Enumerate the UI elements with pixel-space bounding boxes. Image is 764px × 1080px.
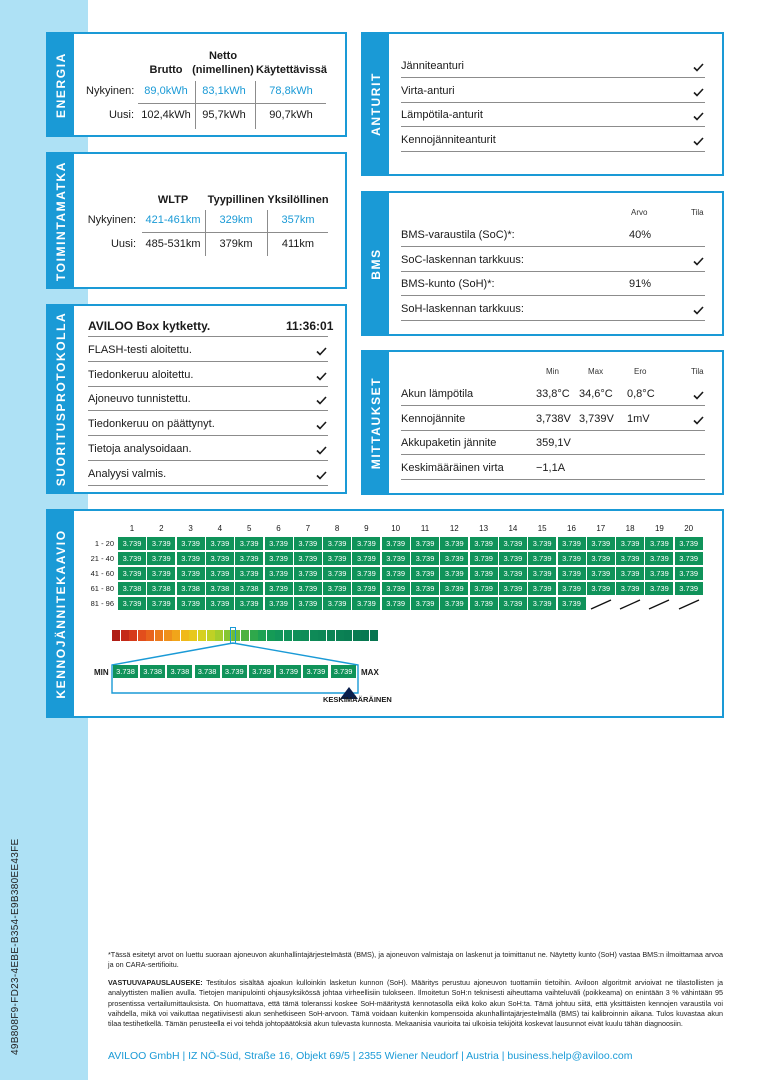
check-icon: [693, 112, 704, 121]
cell-voltage: 3.739: [440, 552, 468, 565]
row-divider: [88, 386, 328, 387]
bms-tab: [363, 193, 389, 334]
suoritusprotokolla-title: SUORITUSPROTOKOLLA: [54, 311, 68, 487]
row-divider: [401, 246, 705, 247]
energia-header-kaytettavissa: Käytettävissä: [256, 64, 327, 76]
mittaukset-col-max: Max: [588, 367, 604, 376]
cell-voltage: 3.739: [147, 552, 175, 565]
row-divider: [401, 102, 705, 103]
check-icon: [316, 396, 327, 405]
bms-panel: [361, 191, 724, 336]
check-icon: [316, 471, 327, 480]
scale-cell: 3.739: [222, 665, 247, 678]
check-icon: [693, 257, 704, 266]
cell-voltage: 3.739: [265, 552, 293, 565]
mittaukset-panel: [361, 350, 724, 495]
bms-col-arvo: Arvo: [631, 208, 648, 217]
cell-voltage: 3.739: [587, 537, 615, 550]
row-label: 81 - 96: [90, 599, 114, 608]
cell-voltage: 3.739: [382, 537, 410, 550]
kaavio-title: KENNOJÄNNITEKAAVIO: [54, 528, 68, 699]
cell-voltage: 3.739: [294, 582, 322, 595]
toimintamatka-header-wltp: WLTP: [157, 194, 189, 206]
energia-tab: [48, 34, 74, 135]
cell-voltage: 3.739: [411, 597, 439, 610]
cell-voltage: 3.739: [206, 537, 234, 550]
scale-max-label: MAX: [361, 668, 379, 677]
toimintamatka-value: 485-531km: [145, 238, 201, 250]
cell-voltage: 3.739: [675, 537, 703, 550]
row-divider: [401, 454, 705, 455]
bms-label: BMS-kunto (SoH)*:: [401, 278, 495, 291]
mittaukset-col-min: Min: [546, 367, 559, 376]
cell-voltage: 3.739: [265, 597, 293, 610]
divider: [142, 232, 328, 233]
toimintamatka-panel: [46, 152, 347, 289]
energia-title: ENERGIA: [54, 51, 68, 118]
cell-voltage: 3.738: [206, 582, 234, 595]
cell-voltage: 3.739: [499, 597, 527, 610]
protocol-item: Ajoneuvo tunnistettu.: [88, 393, 191, 406]
toimintamatka-value: 329km: [219, 214, 253, 226]
cell-voltage: 3.739: [352, 567, 380, 580]
energia-header-brutto: Brutto: [149, 64, 183, 76]
check-icon: [316, 421, 327, 430]
cell-voltage: 3.739: [323, 552, 351, 565]
column-number: 8: [334, 524, 340, 533]
row-divider: [401, 271, 705, 272]
cell-voltage: 3.739: [118, 567, 146, 580]
cell-voltage: 3.739: [265, 567, 293, 580]
check-icon: [316, 347, 327, 356]
cell-voltage: 3.739: [645, 552, 673, 565]
cell-voltage: 3.739: [235, 597, 263, 610]
cell-voltage: 3.739: [147, 537, 175, 550]
cell-voltage: 3.739: [352, 537, 380, 550]
protocol-item: FLASH-testi aloitettu.: [88, 344, 192, 356]
column-number: 18: [625, 524, 635, 533]
energia-row-label-0: Nykyinen:: [86, 85, 135, 97]
cell-voltage: 3.739: [411, 567, 439, 580]
bms-value: 91%: [629, 278, 652, 291]
cell-voltage: 3.739: [323, 597, 351, 610]
row-divider: [88, 410, 328, 411]
cell-voltage: 3.739: [558, 567, 586, 580]
cell-voltage: 3.739: [645, 567, 673, 580]
column-number: 7: [305, 524, 311, 533]
contact-line: AVILOO GmbH | IZ NÖ-Süd, Straße 16, Objekt 69/5 | 2355 Wiener Neudorf | Austria | business.help@aviloo.com: [108, 1050, 633, 1062]
scale-cell: 3.738: [195, 665, 220, 678]
protocol-item: Analyysi valmis.: [88, 467, 167, 480]
kaavio-tab: [48, 511, 74, 716]
cell-voltage: 3.739: [294, 597, 322, 610]
row-label: 41 - 60: [90, 569, 114, 578]
cell-voltage: 3.739: [470, 582, 498, 595]
toimintamatka-title: TOIMINTAMATKA: [54, 160, 68, 281]
check-icon: [693, 416, 704, 425]
anturit-item: Virta-anturi: [401, 84, 455, 97]
cell-voltage: 3.739: [294, 552, 322, 565]
protocol-heading: AVILOO Box kytketty.: [88, 319, 211, 333]
anturit-panel: [361, 32, 724, 176]
cell-voltage: 3.739: [411, 582, 439, 595]
cell-voltage: 3.739: [382, 582, 410, 595]
energia-panel: [46, 32, 347, 137]
bms-label: SoH-laskennan tarkkuus:: [401, 303, 524, 316]
toimintamatka-header-yksilollinen: Yksilöllinen: [267, 194, 329, 206]
toimintamatka-value: 411km: [281, 238, 315, 250]
column-number: 1: [129, 524, 135, 533]
document-id: 49B808F9-FD23-4EBE-B354-E9B380EE43FE: [10, 838, 21, 1055]
column-number: 15: [537, 524, 547, 533]
cell-voltage: 3.738: [147, 582, 175, 595]
row-divider: [401, 151, 705, 152]
row-divider: [401, 77, 705, 78]
cell-voltage: 3.738: [118, 582, 146, 595]
bms-title: BMS: [369, 247, 383, 280]
empty-cell-slash: [677, 598, 701, 610]
check-icon: [693, 306, 704, 315]
footnote: *Tässä esitetyt arvot on luettu suoraan ajoneuvon akunhallintajärjestelmästä (BMS), ja ajoneuvon valmistaja on laskenut ja toimittanut ne. Näytetty kunto (SoH) vastaa BMS:n ilmoittamaa arvoa ja on CARA-sertifioitu.: [108, 950, 723, 970]
column-number: 14: [508, 524, 518, 533]
average-label: KESKIMÄÄRÄINEN: [323, 695, 392, 704]
mittaukset-col-ero: Ero: [634, 367, 647, 376]
suoritusprotokolla-tab: [48, 306, 74, 492]
cell-voltage: 3.739: [352, 597, 380, 610]
cell-voltage: 3.739: [235, 567, 263, 580]
mittaus-min: 3,738V: [536, 412, 571, 425]
column-number: 3: [188, 524, 193, 533]
cell-voltage: 3.739: [118, 552, 146, 565]
column-number: 5: [246, 524, 252, 533]
mittaus-label: Akun lämpötila: [401, 388, 474, 400]
scale-cell: 3.738: [140, 665, 165, 678]
cell-voltage: 3.739: [528, 582, 556, 595]
energia-row-label-1: Uusi:: [108, 109, 134, 121]
energia-value: 89,0kWh: [144, 85, 188, 97]
cell-voltage: 3.739: [294, 537, 322, 550]
cell-voltage: 3.739: [587, 582, 615, 595]
column-number: 19: [654, 524, 664, 533]
scale-cell: 3.739: [249, 665, 274, 678]
cell-voltage: 3.739: [206, 597, 234, 610]
cell-voltage: 3.739: [616, 582, 644, 595]
row-divider: [88, 435, 328, 436]
bms-col-tila: Tila: [691, 208, 704, 217]
row-divider: [401, 479, 705, 480]
cell-voltage: 3.739: [294, 567, 322, 580]
cell-voltage: 3.739: [470, 597, 498, 610]
cell-voltage: 3.739: [206, 567, 234, 580]
gradient-segment: [370, 630, 378, 641]
divider: [255, 81, 256, 129]
cell-voltage: 3.739: [440, 582, 468, 595]
column-number: 9: [364, 524, 369, 533]
row-divider: [401, 295, 705, 296]
empty-cell-slash: [618, 598, 642, 610]
mittaus-label: Kennojännite: [401, 412, 466, 425]
cell-voltage: 3.739: [499, 537, 527, 550]
row-divider: [88, 361, 328, 362]
cell-voltage: 3.739: [382, 597, 410, 610]
cell-voltage: 3.739: [206, 552, 234, 565]
cell-voltage: 3.739: [177, 537, 205, 550]
divider: [138, 103, 326, 104]
cell-voltage: 3.739: [499, 567, 527, 580]
toimintamatka-row-label-1: Uusi:: [110, 238, 136, 250]
cell-voltage: 3.739: [411, 552, 439, 565]
cell-voltage: 3.739: [558, 597, 586, 610]
divider: [267, 210, 268, 256]
mittaukset-col-tila: Tila: [691, 367, 704, 376]
cell-voltage: 3.739: [352, 582, 380, 595]
column-number: 2: [159, 524, 164, 533]
column-number: 6: [276, 524, 281, 533]
cell-voltage: 3.739: [675, 567, 703, 580]
mittaus-min: −1,1A: [536, 462, 566, 475]
protocol-item: Tietoja analysoidaan.: [88, 442, 192, 455]
row-divider: [401, 430, 705, 431]
cell-voltage: 3.739: [587, 567, 615, 580]
cell-voltage: 3.739: [558, 537, 586, 550]
mittaus-label: Keskimääräinen virta: [401, 462, 504, 475]
row-divider: [401, 405, 705, 406]
cell-voltage: 3.739: [177, 597, 205, 610]
cell-voltage: 3.739: [528, 597, 556, 610]
mittaukset-tab: [363, 352, 389, 493]
empty-cell-slash: [647, 598, 671, 610]
cell-voltage: 3.739: [382, 552, 410, 565]
check-icon: [316, 446, 327, 455]
column-number: 13: [479, 524, 489, 533]
mittaus-min: 33,8°C: [536, 388, 570, 400]
toimintamatka-value: 421-461km: [145, 214, 201, 226]
cell-voltage: 3.739: [177, 567, 205, 580]
cell-voltage: 3.739: [645, 582, 673, 595]
energia-value: 95,7kWh: [202, 109, 246, 121]
cell-voltage: 3.739: [587, 552, 615, 565]
column-number: 4: [217, 524, 223, 533]
energia-value: 102,4kWh: [141, 109, 191, 121]
disclaimer-title: VASTUUVAPAUSLAUSEKE:: [108, 978, 203, 987]
mittaus-max: 34,6°C: [579, 388, 613, 400]
row-divider: [401, 126, 705, 127]
cell-voltage: 3.739: [499, 552, 527, 565]
cell-voltage: 3.739: [528, 537, 556, 550]
row-label: 61 - 80: [90, 584, 114, 593]
cell-voltage: 3.739: [470, 537, 498, 550]
scale-min-label: MIN: [94, 668, 109, 677]
cell-voltage: 3.739: [675, 552, 703, 565]
cell-voltage: 3.738: [177, 582, 205, 595]
column-number: 17: [596, 524, 606, 533]
scale-cell: 3.739: [276, 665, 301, 678]
cell-voltage: 3.739: [558, 582, 586, 595]
cell-voltage: 3.738: [235, 582, 263, 595]
cell-voltage: 3.739: [470, 567, 498, 580]
column-number: 16: [567, 524, 576, 533]
anturit-item: Jänniteanturi: [401, 60, 464, 72]
cell-voltage: 3.739: [616, 552, 644, 565]
cell-voltage: 3.739: [235, 537, 263, 550]
cell-voltage: 3.739: [352, 552, 380, 565]
toimintamatka-value: 379km: [219, 238, 253, 250]
column-number: 20: [684, 524, 694, 533]
disclaimer: [108, 978, 723, 1029]
cell-voltage: 3.739: [675, 582, 703, 595]
cell-voltage: 3.739: [118, 597, 146, 610]
energia-value: 78,8kWh: [269, 85, 313, 97]
cell-voltage: 3.739: [323, 567, 351, 580]
cell-voltage: 3.739: [440, 597, 468, 610]
disclaimer-text: Testitulos sisältää ajoakun kulloinkin lasketun kunnon (SoH). Määritys perustuu ajoneuvon tuottamiin tietoihin. Aviloon algoritmit arvioivat ne tilastollisten ja analyyttisten mallien avulla. Tietojen manipulointi ohjausyksikössä johtaa virheellisiin tulokseen. Ilmoitetun SoH:n teknisesti aiheuttama vaihteluväli (poikkeama) on enintään 3 % vähintään 95 prosentissa vertailumittauksista. On huomattava, että tämä toleranssi koskee SoH-määritystä kennotasolla eikä koko akun SoH:ta. Tämä johtuu siitä, että yksittäisten kennojen varaustila voi vaihdella, mikä voi vaikuttaa negatiivisesti akun senhetkiseen SoH-arvoon. Tämä voidaan kuitenkin kompensoida akunhallintajärjestelmällä (BMS) tai kalibroinnin aikana. Tulos kuvastaa akun tilaa testihetkellä. Tämän perusteella ei voi tehdä johtopäätöksiä akun tulevasta kunnosta. Mekaanisia vaurioita tai ulkoisia tekijöitä koskevat lausunnot eivät kuulu tähän diagnoosiin.: [108, 978, 723, 1029]
cell-voltage: 3.739: [265, 537, 293, 550]
scale-cell: 3.739: [331, 665, 356, 678]
check-icon: [693, 391, 704, 400]
protocol-item: Tiedonkeruu aloitettu.: [88, 368, 194, 381]
cell-voltage: 3.739: [382, 567, 410, 580]
column-number: 10: [391, 524, 401, 533]
cell-voltage: 3.739: [528, 552, 556, 565]
cell-voltage: 3.739: [323, 537, 351, 550]
row-label: 21 - 40: [90, 554, 114, 563]
energia-value: 90,7kWh: [269, 109, 313, 121]
mittaukset-title: MITTAUKSET: [369, 376, 383, 469]
check-icon: [693, 88, 704, 97]
mittaus-min: 359,1V: [536, 437, 571, 450]
anturit-item: Lämpötila-anturit: [401, 109, 483, 122]
empty-cell-slash: [589, 598, 613, 610]
cell-voltage: 3.739: [528, 567, 556, 580]
protocol-item: Tiedonkeruu on päättynyt.: [88, 418, 215, 431]
energia-header-netto: Netto (nimellinen): [192, 50, 254, 76]
cell-voltage: 3.739: [147, 597, 175, 610]
cell-voltage: 3.739: [616, 567, 644, 580]
anturit-item: Kennojänniteanturit: [401, 134, 496, 147]
bms-label: SoC-laskennan tarkkuus:: [401, 253, 524, 266]
row-divider: [88, 485, 328, 486]
scale-cell: 3.738: [167, 665, 192, 678]
cell-voltage: 3.739: [470, 552, 498, 565]
cell-voltage: 3.739: [177, 552, 205, 565]
cell-voltage: 3.739: [323, 582, 351, 595]
toimintamatka-header-tyypillinen: Tyypillinen: [207, 194, 265, 206]
anturit-tab: [363, 34, 389, 174]
scale-cell: 3.739: [303, 665, 328, 678]
toimintamatka-value: 357km: [281, 214, 315, 226]
toimintamatka-tab: [48, 154, 74, 287]
cell-voltage: 3.739: [440, 537, 468, 550]
divider: [205, 210, 206, 256]
cell-voltage: 3.739: [616, 537, 644, 550]
cell-voltage: 3.739: [558, 552, 586, 565]
mittaus-ero: 0,8°C: [627, 388, 655, 400]
mittaus-ero: 1mV: [627, 412, 650, 425]
column-number: 12: [449, 524, 459, 533]
cell-voltage: 3.739: [411, 537, 439, 550]
anturit-title: ANTURIT: [369, 72, 383, 136]
check-icon: [693, 137, 704, 146]
cell-voltage: 3.739: [499, 582, 527, 595]
energia-value: 83,1kWh: [202, 85, 246, 97]
cell-voltage: 3.739: [265, 582, 293, 595]
cell-voltage: 3.739: [440, 567, 468, 580]
row-divider: [88, 336, 328, 337]
cell-voltage: 3.739: [147, 567, 175, 580]
suoritusprotokolla-panel: [46, 304, 347, 494]
bms-value: 40%: [629, 229, 652, 241]
check-icon: [693, 63, 704, 72]
cell-voltage: 3.739: [235, 552, 263, 565]
row-divider: [88, 460, 328, 461]
row-divider: [401, 320, 705, 321]
cell-voltage: 3.739: [645, 537, 673, 550]
mittaus-max: 3,739V: [579, 412, 614, 425]
protocol-time: 11:36:01: [286, 319, 334, 333]
check-icon: [316, 372, 327, 381]
row-label: 1 - 20: [94, 539, 114, 548]
mittaus-label: Akkupaketin jännite: [401, 437, 497, 450]
toimintamatka-row-label-0: Nykyinen:: [87, 214, 136, 226]
column-number: 11: [420, 524, 430, 533]
bms-label: BMS-varaustila (SoC)*:: [401, 229, 515, 241]
scale-cell: 3.738: [113, 665, 138, 678]
divider: [195, 81, 196, 129]
cell-voltage: 3.739: [118, 537, 146, 550]
